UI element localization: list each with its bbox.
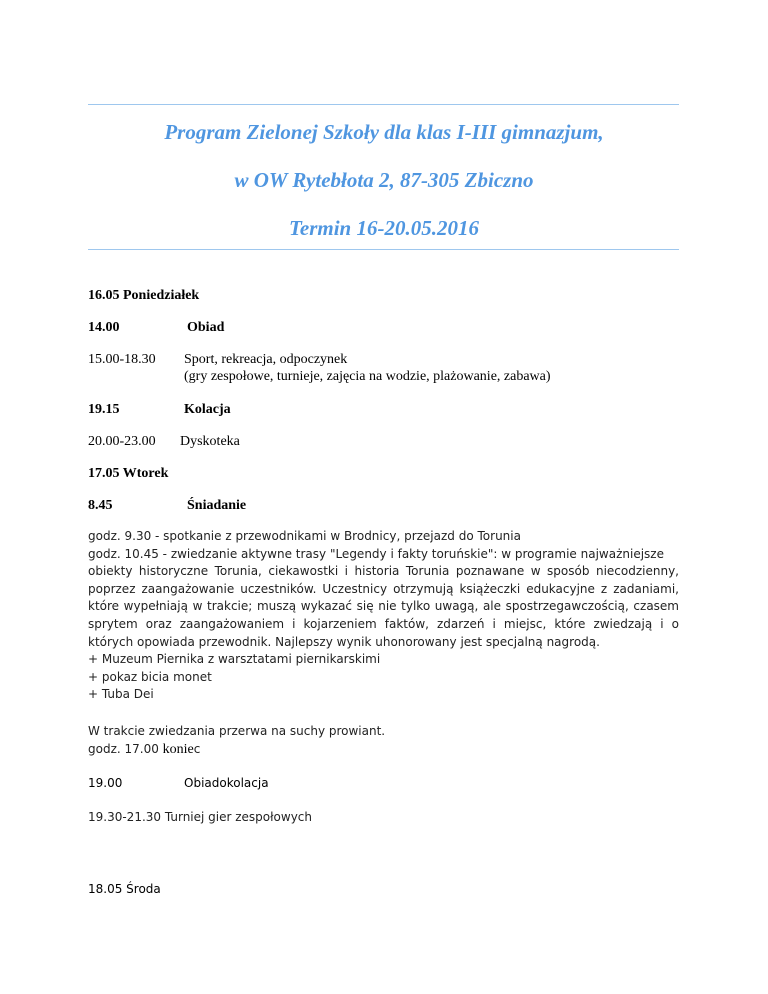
- title-line-3: Termin 16-20.05.2016: [289, 216, 479, 240]
- break-note: W trakcie zwiedzania przerwa na suchy prowiant.: [88, 724, 386, 738]
- day2-tournament: 19.30-21.30 Turniej gier zespołowych: [88, 810, 313, 824]
- day2-time-breakfast: 8.45: [88, 498, 113, 513]
- day1-detail-sport: (gry zespołowe, turnieje, zajęcia na wodzie, plażowanie, zabawa): [184, 369, 551, 384]
- program-line-8: + Muzeum Piernika z warsztatami piernikarskimi: [88, 652, 381, 667]
- day2-end-paragraph: [88, 723, 679, 758]
- day1-label-disco: Dyskoteka: [180, 434, 240, 449]
- day1-label-lunch: Obiad: [187, 320, 225, 335]
- end-prefix: godz. 17.00: [88, 741, 163, 756]
- end-word: konie: [162, 741, 194, 757]
- title-line-1: Program Zielonej Szkoły dla klas I-III gimnazjum,: [164, 120, 604, 144]
- day1-time-lunch: 14.00: [88, 320, 120, 335]
- end-last: c: [193, 741, 201, 756]
- day1-time-disco: 20.00-23.00: [88, 434, 156, 449]
- end-line: [88, 741, 679, 759]
- day1-label-sport: Sport, rekreacja, odpoczynek: [184, 352, 348, 367]
- program-line-9: + pokaz bicia monet: [88, 669, 212, 684]
- day2-time-dinner: 19.00: [88, 776, 123, 790]
- program-line-1: godz. 9.30 - spotkanie z przewodnikami w Brodnicy, przejazd do Torunia: [88, 529, 521, 543]
- day2-label-dinner: Obiadokolacja: [184, 776, 269, 790]
- program-line-4: poprzez zaangażowanie uczestników. Uczestnicy otrzymują książeczki edukacyjne z zadaniami,: [88, 581, 679, 596]
- program-line-7: których opowiada przewodnik. Najlepszy wynik uhonorowany jest specjalną nagrodą.: [88, 634, 600, 649]
- title-line-2: w OW Rytebłota 2, 87-305 Zbiczno: [234, 168, 534, 192]
- program-line-10: + Tuba Dei: [88, 687, 154, 702]
- day1-time-sport: 15.00-18.30: [88, 352, 156, 367]
- bottom-rule: [88, 249, 679, 250]
- program-line-3: obiekty historyczne Torunia, ciekawostki i historia Torunia poznawane w sposób niecodzienny,: [88, 564, 679, 579]
- program-line-6: sprytem oraz zaangażowaniem i kojarzeniem faktów, zdarzeń i miejsc, które zwiedzają i o: [88, 616, 679, 631]
- day2-program-paragraph: [88, 528, 679, 704]
- day1-label-supper: Kolacja: [184, 402, 231, 417]
- day1-time-supper: 19.15: [88, 402, 120, 417]
- program-line-5: które wypełniają w trakcie; muszą wykazać się nie tylko uwagą, ale spostrzegawczością, czasem: [88, 599, 679, 614]
- program-line-2: godz. 10.45 - zwiedzanie aktywne trasy "Legendy i fakty toruńskie": w programie najważniejsze: [88, 546, 664, 561]
- day2-heading: 17.05 Wtorek: [88, 466, 169, 481]
- day1-heading: 16.05 Poniedziałek: [88, 288, 200, 303]
- top-rule: [88, 104, 679, 105]
- day2-label-breakfast: Śniadanie: [187, 498, 247, 513]
- day3-heading: 18.05 Środa: [88, 882, 161, 896]
